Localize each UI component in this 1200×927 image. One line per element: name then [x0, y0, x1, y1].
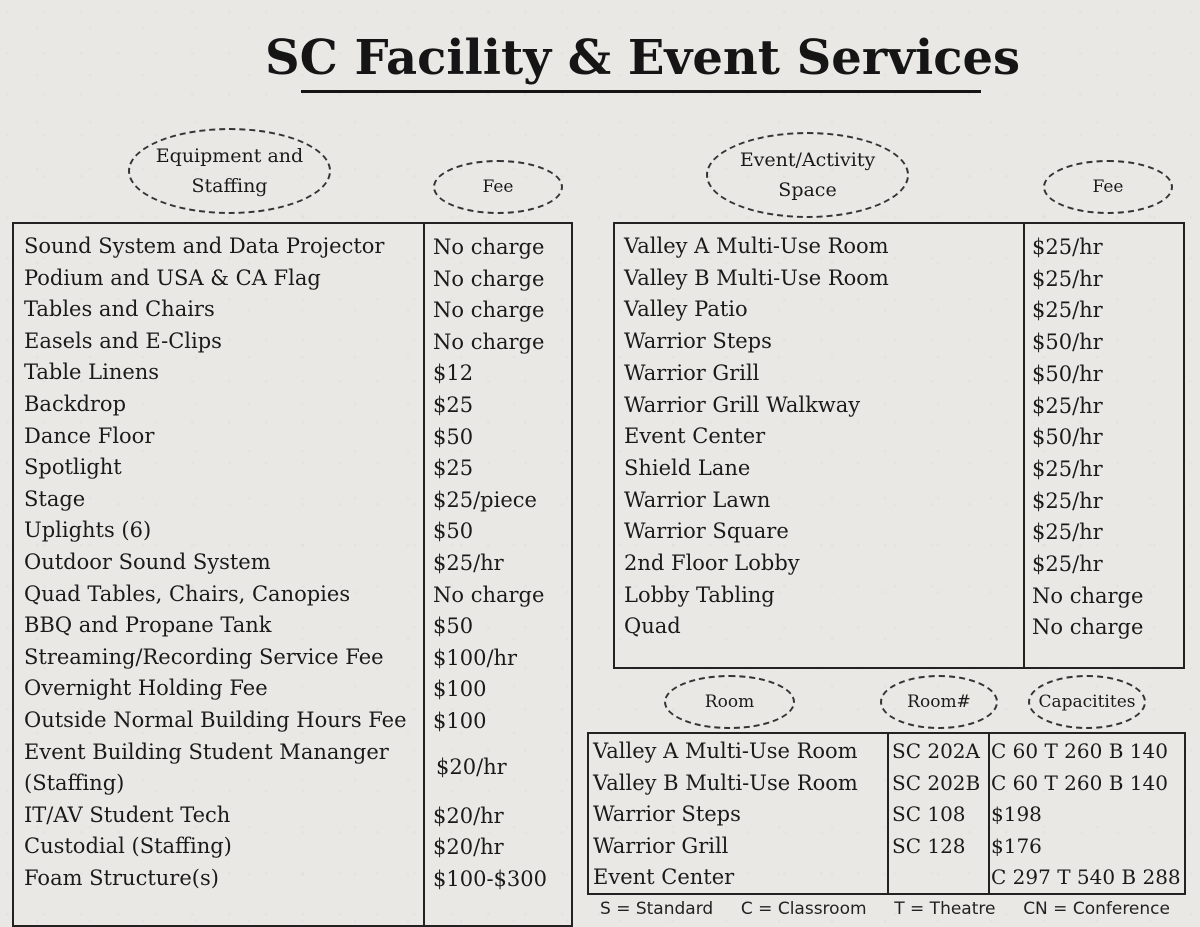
equipment-item-name: Backdrop [24, 392, 127, 416]
equipment-item-name: Sound System and Data Projector [24, 234, 385, 258]
equipment-item-fee: $100 [433, 677, 487, 702]
room-item-name: Valley A Multi-Use Room [593, 739, 858, 763]
space-item-name: Quad [624, 614, 681, 639]
equipment-item-fee: $25/piece [433, 487, 537, 512]
equipment-fee-header-oval [433, 160, 563, 214]
equipment-item-fee: $20/hr [433, 835, 504, 860]
rooms-table-divider-2 [988, 734, 990, 893]
equipment-item-name: Easels and E-Clips [24, 328, 222, 353]
space-item-fee: $25/hr [1032, 488, 1103, 513]
space-item-fee: $50/hr [1032, 361, 1103, 386]
equipment-item-fee: $50 [433, 614, 474, 639]
rooms-table-divider-1 [887, 734, 889, 893]
space-item-name: Valley A Multi-Use Room [624, 234, 889, 258]
spaces-fee-header-oval [1043, 160, 1173, 214]
equipment-item-name: Outdoor Sound System [24, 550, 271, 574]
equipment-header-oval [128, 128, 331, 214]
equipment-header: Equipment and Staffing [155, 145, 304, 197]
equipment-item-fee: No charge [433, 298, 545, 323]
capacity-header: Capacitites [1038, 692, 1136, 712]
equipment-item-fee: $50 [433, 519, 474, 544]
equipment-item-name-cont: (Staffing) [24, 771, 125, 796]
space-item-fee: $25/hr [1032, 235, 1103, 259]
legend-standard: S = Standard [600, 899, 714, 919]
room-number-header: Room# [907, 692, 971, 712]
space-item-fee: $25/hr [1032, 266, 1103, 291]
room-item-capacity: C 60 T 260 B 140 [991, 770, 1168, 795]
rooms-table [587, 732, 1186, 895]
space-item-fee: No charge [1032, 583, 1144, 608]
equipment-table-divider [423, 224, 425, 925]
space-item-name: Warrior Square [624, 519, 789, 544]
space-item-fee: $25/hr [1032, 520, 1103, 545]
room-item-number: SC 108 [892, 802, 966, 827]
equipment-item-name: Streaming/Recording Service Fee [24, 644, 384, 669]
room-item-name: Warrior Grill [593, 833, 729, 858]
equipment-item-fee: $25/hr [433, 551, 504, 575]
room-item-capacity: $198 [991, 802, 1042, 827]
equipment-item-fee: $20/hr [436, 755, 507, 780]
equipment-item-fee: $25 [433, 456, 474, 481]
room-item-number: SC 128 [892, 833, 966, 858]
equipment-item-fee: $100-$300 [433, 867, 547, 891]
room-item-number: SC 202A [892, 739, 980, 763]
spaces-header-oval [706, 132, 909, 218]
equipment-item-fee: $50 [433, 424, 474, 449]
space-item-fee: No charge [1032, 615, 1144, 640]
equipment-item-name: Foam Structure(s) [24, 866, 219, 890]
equipment-item-fee: No charge [433, 235, 545, 259]
equipment-item-fee: $25 [433, 393, 474, 417]
room-item-capacity: C 60 T 260 B 140 [991, 739, 1168, 763]
equipment-fee-header: Fee [482, 177, 514, 197]
spaces-table-divider [1023, 224, 1025, 667]
equipment-item-name: BBQ and Propane Tank [24, 613, 272, 638]
space-item-name: Warrior Grill [624, 360, 760, 385]
space-item-fee: $50/hr [1032, 425, 1103, 450]
space-item-name: Event Center [624, 424, 766, 449]
legend-classroom: C = Classroom [740, 899, 867, 919]
equipment-item-name: Custodial (Staffing) [24, 834, 232, 859]
equipment-item-fee: $12 [433, 361, 474, 386]
equipment-item-fee: No charge [433, 266, 545, 291]
page-title: SC Facility & Event Services [264, 30, 1021, 86]
equipment-item-fee: No charge [433, 582, 545, 607]
equipment-item-name: Quad Tables, Chairs, Canopies [24, 581, 351, 606]
room-number-header-oval [880, 675, 998, 729]
space-item-fee: $25/hr [1032, 393, 1103, 418]
equipment-item-fee: $100/hr [433, 645, 518, 670]
space-item-fee: $25/hr [1032, 298, 1103, 323]
space-item-name: Shield Lane [624, 455, 751, 480]
equipment-item-name: IT/AV Student Tech [24, 802, 231, 827]
spaces-header: Event/Activity Space [739, 149, 876, 201]
space-item-name: 2nd Floor Lobby [624, 551, 800, 575]
equipment-item-fee: No charge [433, 329, 545, 354]
equipment-item-name: Tables and Chairs [24, 297, 215, 322]
equipment-item-name: Spotlight [24, 455, 122, 480]
room-item-name: Warrior Steps [593, 802, 741, 827]
equipment-item-name: Event Building Student Mananger [24, 739, 389, 764]
spaces-table [613, 222, 1185, 669]
space-item-name: Warrior Grill Walkway [624, 392, 861, 417]
legend-theatre: T = Theatre [894, 899, 996, 919]
space-item-fee: $25/hr [1032, 456, 1103, 481]
room-item-number: SC 202B [892, 770, 981, 795]
space-item-name: Lobby Tabling [624, 582, 775, 607]
equipment-item-name: Podium and USA & CA Flag [24, 265, 321, 290]
room-header: Room [704, 692, 755, 712]
capacity-header-oval [1028, 675, 1146, 729]
space-item-fee: $25/hr [1032, 552, 1103, 576]
space-item-fee: $50/hr [1032, 330, 1103, 355]
equipment-item-name: Table Linens [24, 360, 160, 385]
room-item-name: Valley B Multi-Use Room [593, 770, 858, 795]
space-item-name: Warrior Lawn [624, 487, 771, 512]
room-item-capacity: C 297 T 540 B 288 [991, 865, 1181, 890]
room-header-oval [664, 675, 795, 729]
room-item-name: Event Center [593, 865, 735, 890]
space-item-name: Valley B Multi-Use Room [624, 265, 889, 290]
space-item-name: Valley Patio [624, 297, 748, 322]
title-underline [301, 90, 981, 93]
space-item-name: Warrior Steps [624, 329, 772, 354]
equipment-item-name: Outside Normal Building Hours Fee [24, 708, 407, 732]
equipment-item-fee: $20/hr [433, 803, 504, 828]
equipment-item-name: Stage [24, 486, 86, 511]
legend [600, 899, 1170, 919]
legend-conference: CN = Conference [1023, 899, 1170, 919]
equipment-item-name: Dance Floor [24, 423, 155, 448]
spaces-fee-header: Fee [1092, 177, 1124, 197]
equipment-item-name: Uplights (6) [24, 518, 152, 543]
equipment-table [12, 222, 573, 927]
equipment-item-name: Overnight Holding Fee [24, 676, 268, 701]
equipment-item-fee: $100 [433, 709, 487, 733]
room-item-capacity: $176 [991, 833, 1042, 858]
